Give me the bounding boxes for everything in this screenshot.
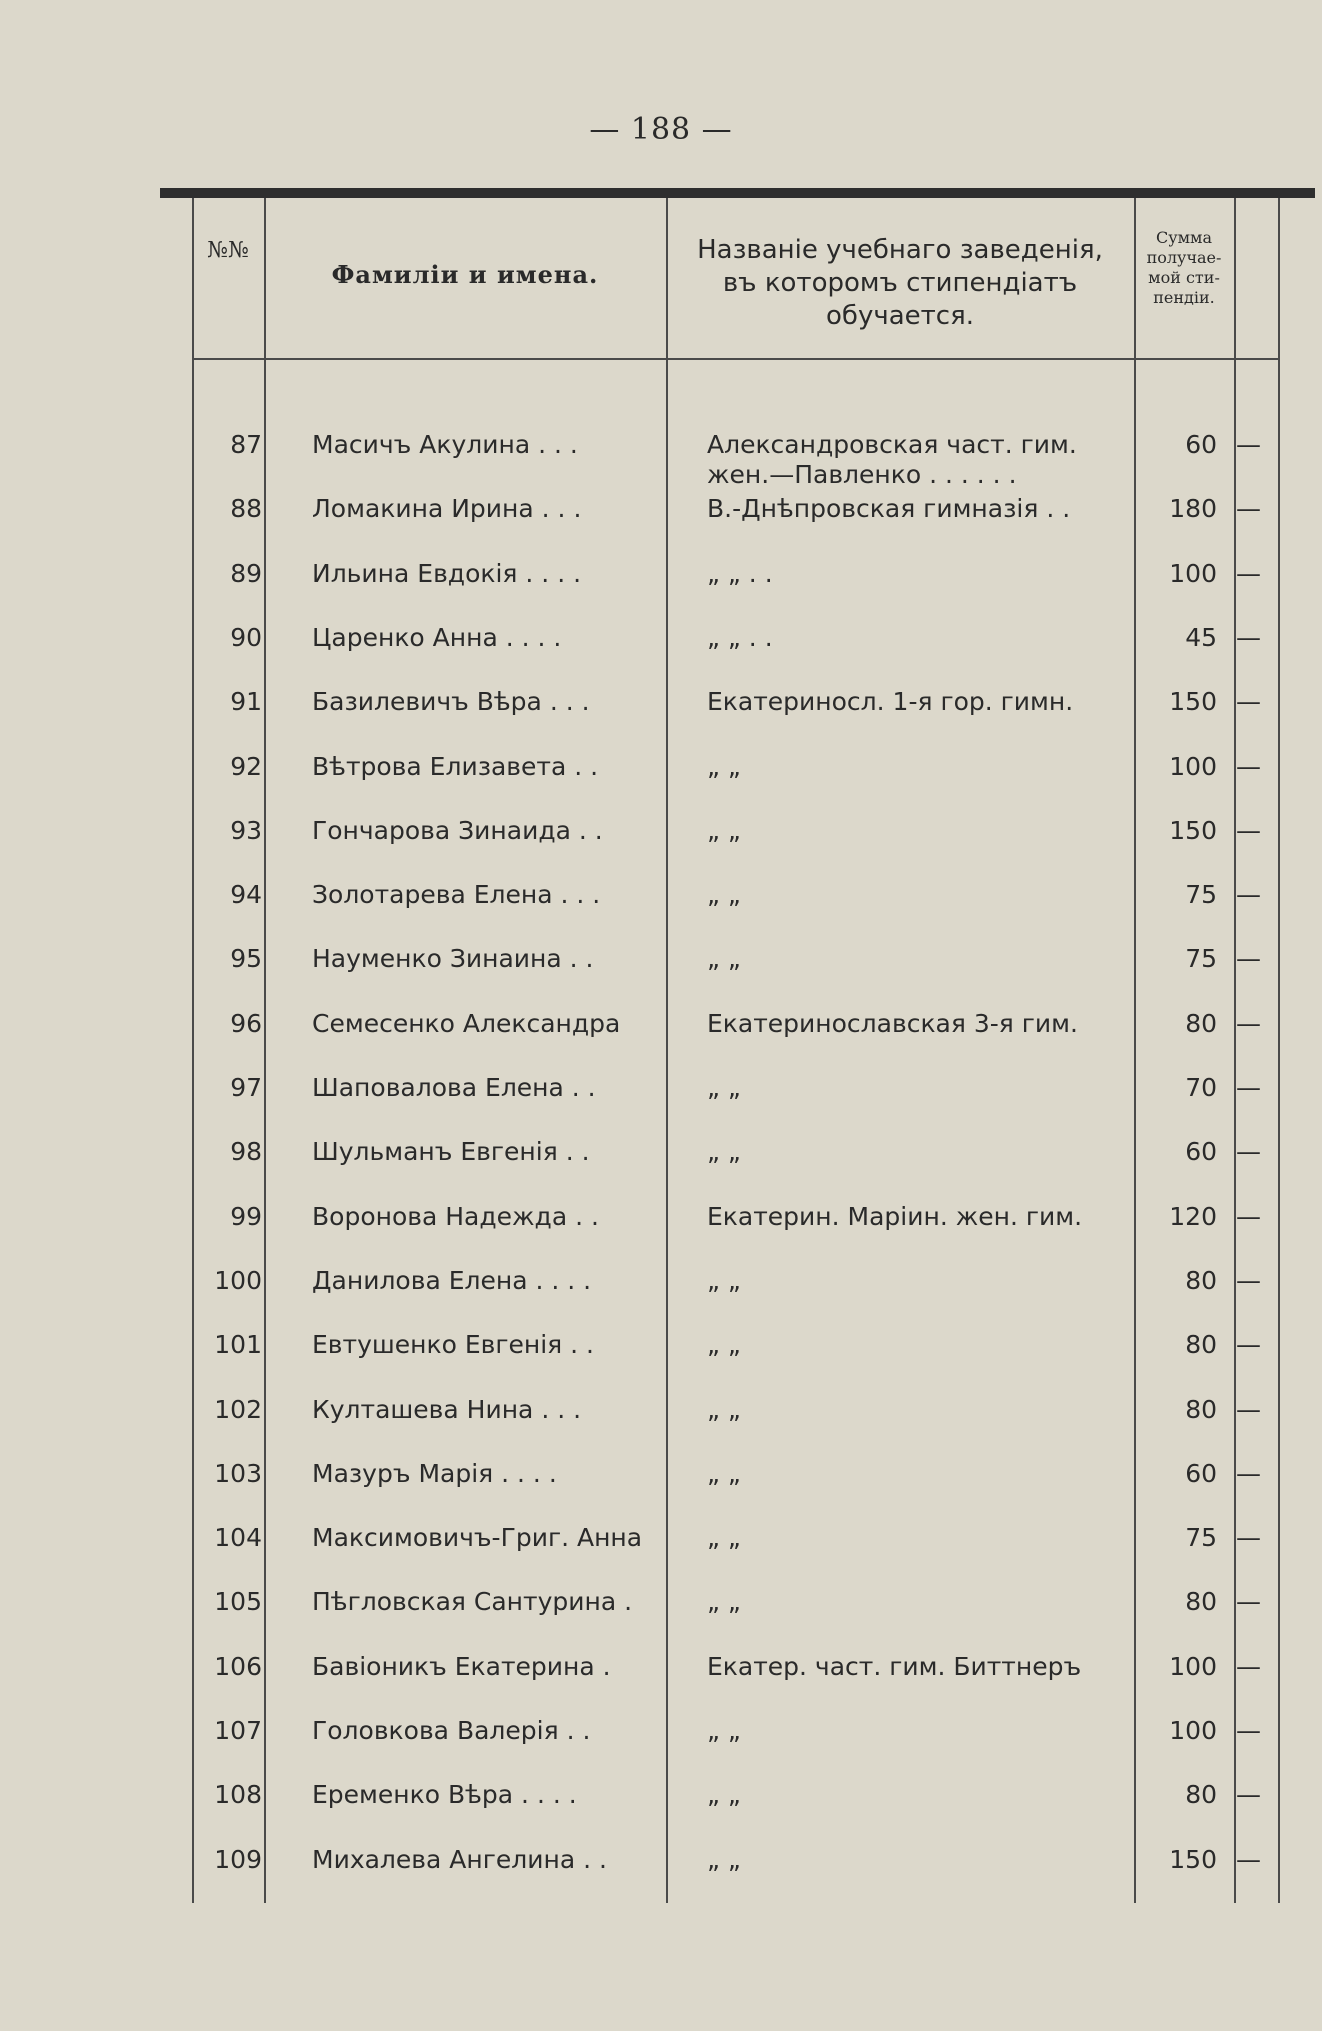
school-name: В.-Днѣпровская гимназія . . xyxy=(707,494,1071,524)
header-number: №№ xyxy=(207,238,249,263)
stipend-amount: 45 xyxy=(1185,622,1217,652)
school-name: „ „ xyxy=(707,1265,741,1295)
student-name: Шульманъ Евгенія . . xyxy=(312,1137,590,1167)
row-number: 104 xyxy=(214,1523,262,1553)
stipend-amount: 100 xyxy=(1169,751,1217,781)
school-name: „ „ . . xyxy=(707,622,773,652)
row-number: 90 xyxy=(230,622,262,652)
student-name: Шаповалова Елена . . xyxy=(312,1073,596,1102)
student-name: Науменко Зинаина . . xyxy=(312,944,594,974)
stipend-amount: 60 xyxy=(1185,430,1217,459)
row-mark: — xyxy=(1236,880,1261,910)
row-number: 94 xyxy=(230,880,262,910)
student-name: Вѣтрова Елизавета . . xyxy=(312,751,599,781)
student-name: Евтушенко Евгенія . . xyxy=(312,1330,594,1360)
row-number: 107 xyxy=(214,1716,262,1745)
table-row xyxy=(192,623,1292,687)
student-name: Воронова Надежда . . xyxy=(312,1201,599,1231)
stipend-amount: 60 xyxy=(1185,1137,1217,1167)
header-school: Названіе учебнаго заведенія, въ которомъ стипендіатъ обучается. xyxy=(697,235,1103,331)
row-mark: — xyxy=(1236,558,1261,588)
stipend-amount: 100 xyxy=(1169,1716,1217,1745)
stipend-amount: 150 xyxy=(1169,815,1217,845)
row-mark: — xyxy=(1236,1523,1261,1553)
school-name: Екатериносл. 1-я гор. гимн. xyxy=(707,687,1074,717)
table-row xyxy=(192,494,1292,558)
row-mark: — xyxy=(1236,1073,1261,1102)
row-mark: — xyxy=(1236,622,1261,652)
table-row xyxy=(192,816,1292,880)
row-mark: — xyxy=(1236,1265,1261,1295)
table-row xyxy=(192,1009,1292,1073)
header-rule xyxy=(192,358,1280,360)
row-mark: — xyxy=(1236,1008,1261,1038)
top-rule xyxy=(160,188,1315,198)
stipend-amount: 100 xyxy=(1169,558,1217,588)
table-row xyxy=(192,1330,1292,1394)
stipend-amount: 120 xyxy=(1169,1201,1217,1231)
school-name: „ „ xyxy=(707,1780,741,1810)
school-name: „ „ xyxy=(707,1587,741,1617)
page-number: — 188 — xyxy=(589,112,733,147)
row-number: 100 xyxy=(214,1265,262,1295)
school-name: „ „ xyxy=(707,1073,741,1102)
stipend-amount: 150 xyxy=(1169,687,1217,717)
student-name: Михалева Ангелина . . xyxy=(312,1844,607,1874)
stipend-amount: 75 xyxy=(1185,880,1217,910)
row-mark: — xyxy=(1236,1587,1261,1617)
stipend-amount: 180 xyxy=(1169,494,1217,524)
student-name: Максимовичъ-Григ. Анна xyxy=(312,1523,643,1553)
stipend-amount: 75 xyxy=(1185,944,1217,974)
row-mark: — xyxy=(1236,494,1261,524)
table-row xyxy=(192,1202,1292,1266)
table-row xyxy=(192,1716,1292,1780)
row-number: 106 xyxy=(214,1651,262,1681)
row-mark: — xyxy=(1236,1780,1261,1810)
row-number: 108 xyxy=(214,1780,262,1810)
row-mark: — xyxy=(1236,1651,1261,1681)
row-mark: — xyxy=(1236,687,1261,717)
row-mark: — xyxy=(1236,1330,1261,1360)
student-name: Култашева Нина . . . xyxy=(312,1394,582,1424)
row-number: 95 xyxy=(230,944,262,974)
row-mark: — xyxy=(1236,944,1261,974)
school-name: „ „ xyxy=(707,1330,741,1360)
row-number: 103 xyxy=(214,1458,262,1488)
row-mark: — xyxy=(1236,1394,1261,1424)
row-mark: — xyxy=(1236,1716,1261,1745)
student-name: Мазуръ Марія . . . . xyxy=(312,1458,557,1488)
table-row xyxy=(192,1780,1292,1844)
school-name: „ „ xyxy=(707,1458,741,1488)
table-row xyxy=(192,559,1292,623)
table-row xyxy=(192,1652,1292,1716)
student-name: Данилова Елена . . . . xyxy=(312,1265,592,1295)
table-row xyxy=(192,1266,1292,1330)
table-row xyxy=(192,880,1292,944)
student-name: Ильина Евдокія . . . . xyxy=(312,558,582,588)
school-name: „ „ xyxy=(707,1137,741,1167)
row-number: 105 xyxy=(214,1587,262,1617)
row-number: 92 xyxy=(230,751,262,781)
student-name: Семесенко Александра xyxy=(312,1008,621,1038)
table-row xyxy=(192,752,1292,816)
header-names: Фамиліи и имена. xyxy=(331,260,599,289)
stipend-amount: 80 xyxy=(1185,1394,1217,1424)
row-number: 102 xyxy=(214,1394,262,1424)
school-name: „ „ xyxy=(707,1523,741,1553)
table-row xyxy=(192,1395,1292,1459)
row-mark: — xyxy=(1236,1201,1261,1231)
school-name: „ „ xyxy=(707,751,741,781)
header-sum: Сумма получае- мой сти- пендіи. xyxy=(1146,228,1222,307)
row-mark: — xyxy=(1236,1844,1261,1874)
student-name: Базилевичъ Вѣра . . . xyxy=(312,687,590,717)
row-mark: — xyxy=(1236,1458,1261,1488)
table-row xyxy=(192,1587,1292,1651)
school-name: Екатерин. Маріин. жен. гим. xyxy=(707,1201,1083,1231)
row-number: 93 xyxy=(230,815,262,845)
stipend-amount: 80 xyxy=(1185,1330,1217,1360)
row-number: 91 xyxy=(230,687,262,717)
table-row xyxy=(192,430,1292,494)
stipend-amount: 60 xyxy=(1185,1458,1217,1488)
school-name: „ „ xyxy=(707,1394,741,1424)
row-number: 101 xyxy=(214,1330,262,1360)
student-name: Царенко Анна . . . . xyxy=(312,622,562,652)
row-mark: — xyxy=(1236,815,1261,845)
school-name: „ „ xyxy=(707,880,741,910)
row-number: 88 xyxy=(230,494,262,524)
school-name: „ „ xyxy=(707,1716,741,1745)
row-mark: — xyxy=(1236,751,1261,781)
row-number: 89 xyxy=(230,558,262,588)
student-name: Гончарова Зинаида . . xyxy=(312,815,603,845)
school-name: Екатеринославская 3-я гим. xyxy=(707,1008,1078,1038)
school-name: Екатер. част. гим. Биттнеръ xyxy=(707,1651,1082,1681)
school-name: „ „ xyxy=(707,1844,741,1874)
school-name-continued: жен.—Павленко . . . . . . xyxy=(707,460,1017,489)
row-number: 99 xyxy=(230,1201,262,1231)
student-name: Бавіоникъ Екатерина . xyxy=(312,1651,611,1681)
row-number: 109 xyxy=(214,1844,262,1874)
student-name: Ломакина Ирина . . . xyxy=(312,494,582,524)
table-row xyxy=(192,1459,1292,1523)
student-name: Головкова Валерія . . xyxy=(312,1716,591,1745)
row-number: 97 xyxy=(230,1073,262,1102)
row-mark: — xyxy=(1236,1137,1261,1167)
stipend-amount: 70 xyxy=(1185,1073,1217,1102)
table-row xyxy=(192,1523,1292,1587)
row-mark: — xyxy=(1236,430,1261,459)
stipend-amount: 80 xyxy=(1185,1265,1217,1295)
table-row xyxy=(192,944,1292,1008)
stipend-amount: 150 xyxy=(1169,1844,1217,1874)
student-name: Еременко Вѣра . . . . xyxy=(312,1780,577,1810)
stipend-amount: 80 xyxy=(1185,1587,1217,1617)
table-row xyxy=(192,687,1292,751)
student-name: Пѣгловская Сантурина . xyxy=(312,1587,633,1617)
row-number: 96 xyxy=(230,1008,262,1038)
school-name: „ „ . . xyxy=(707,558,773,588)
row-number: 98 xyxy=(230,1137,262,1167)
table-row xyxy=(192,1073,1292,1137)
stipend-amount: 80 xyxy=(1185,1780,1217,1810)
student-name: Масичъ Акулина . . . xyxy=(312,430,578,459)
school-name: „ „ xyxy=(707,944,741,974)
stipend-amount: 80 xyxy=(1185,1008,1217,1038)
row-number: 87 xyxy=(230,430,262,459)
stipend-amount: 100 xyxy=(1169,1651,1217,1681)
student-name: Золотарева Елена . . . xyxy=(312,880,601,910)
school-name: „ „ xyxy=(707,815,741,845)
table-row xyxy=(192,1845,1292,1909)
school-name: Александровская част. гим. xyxy=(707,430,1077,459)
table-row xyxy=(192,1137,1292,1201)
stipend-amount: 75 xyxy=(1185,1523,1217,1553)
